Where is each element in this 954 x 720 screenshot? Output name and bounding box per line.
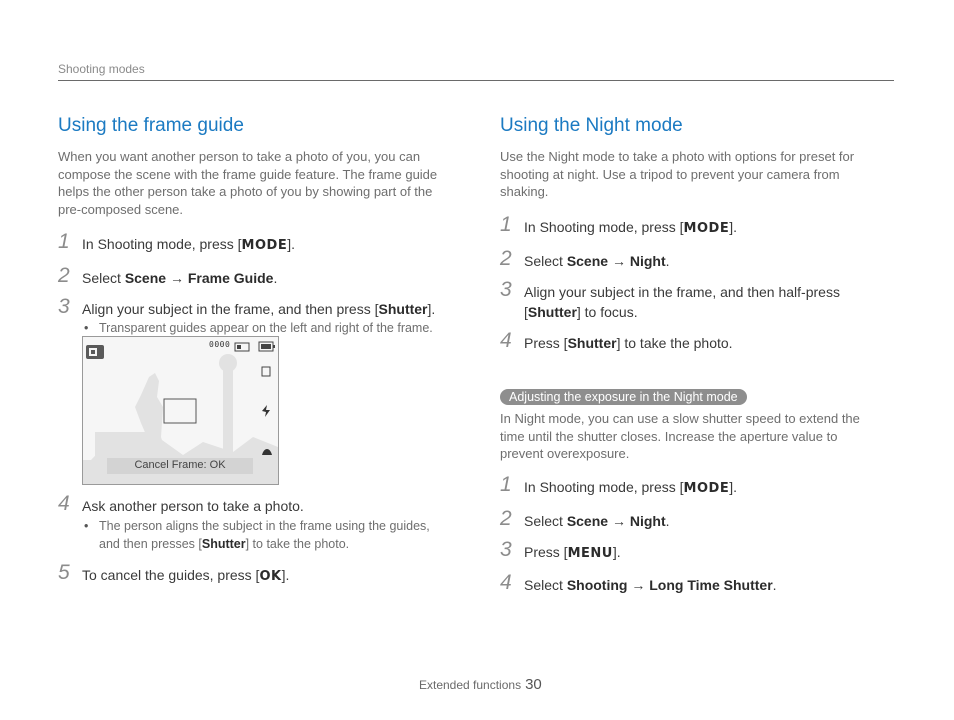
exposure-step-2: 2 Select Scene → Night.	[500, 506, 670, 530]
night-mode-section	[500, 114, 880, 594]
exposure-step-1: 1 In Shooting mode, press [MODE].	[500, 472, 737, 496]
frame-guide-title: Using the frame guide	[58, 115, 244, 136]
step-4: 4 Ask another person to take a photo.	[58, 492, 304, 515]
focus-frame	[164, 399, 196, 423]
night-step-4: 4 Press [Shutter] to take the photo.	[500, 328, 733, 352]
exposure-step-3: 3 Press [MENU].	[500, 537, 621, 561]
page-number: 30	[525, 676, 542, 693]
step-1: 1 In Shooting mode, press [MODE].	[58, 230, 295, 253]
menu-key-icon: MENU	[567, 545, 613, 561]
mode-key-icon: MODE	[683, 480, 730, 496]
mode-key-icon: MODE	[683, 220, 730, 236]
camera-screen-preview	[82, 336, 279, 485]
ok-key-icon: OK	[259, 569, 282, 584]
size-icon	[262, 367, 270, 376]
step-3-note: • Transparent guides appear on the left and right of the frame.	[82, 319, 454, 337]
cancel-frame-label: Cancel Frame: OK	[134, 459, 226, 471]
page-footer	[419, 676, 542, 693]
frame-counter: 0000	[209, 340, 231, 349]
step-3: 3 Align your subject in the frame, and then press [Shutter].	[58, 295, 436, 318]
exposure-subheading: Adjusting the exposure in the Night mode	[500, 389, 747, 405]
flash-icon	[262, 405, 270, 417]
exposure-step-4: 4 Select Shooting → Long Time Shutter.	[500, 570, 777, 594]
night-step-2: 2 Select Scene → Night.	[500, 246, 670, 270]
header-divider	[58, 80, 894, 81]
frame-guide-section	[58, 114, 454, 584]
section-header: Shooting modes	[58, 62, 145, 76]
footer-label: Extended functions	[419, 678, 522, 692]
night-step-3: 3 Align your subject in the frame, and then half-press [Shutter] to focus.	[500, 277, 840, 320]
step-5: 5 To cancel the guides, press [OK].	[58, 561, 290, 584]
night-step-1: 1 In Shooting mode, press [MODE].	[500, 212, 737, 236]
step-4-note: • The person aligns the subject in the frame using the guides, and then presses [Shutter] to take the photo.	[82, 517, 454, 553]
step-2: 2 Select Scene → Frame Guide.	[58, 264, 278, 287]
mode-key-icon: MODE	[241, 238, 288, 253]
exposure-intro: In Night mode, you can use a slow shutter speed to extend the time until the shutter closes. Increase the aperture value to prevent overexposure.	[500, 411, 860, 461]
night-mode-intro: Use the Night mode to take a photo with options for preset for shooting at night. Use a tripod to prevent your camera from shaking.	[500, 149, 855, 199]
frame-guide-intro: When you want another person to take a photo of you, you can compose the scene with the frame guide feature. The frame guide helps the other person take a photo of you by showing part of the pre-composed scene.	[58, 149, 438, 217]
night-mode-title: Using the Night mode	[500, 115, 683, 136]
